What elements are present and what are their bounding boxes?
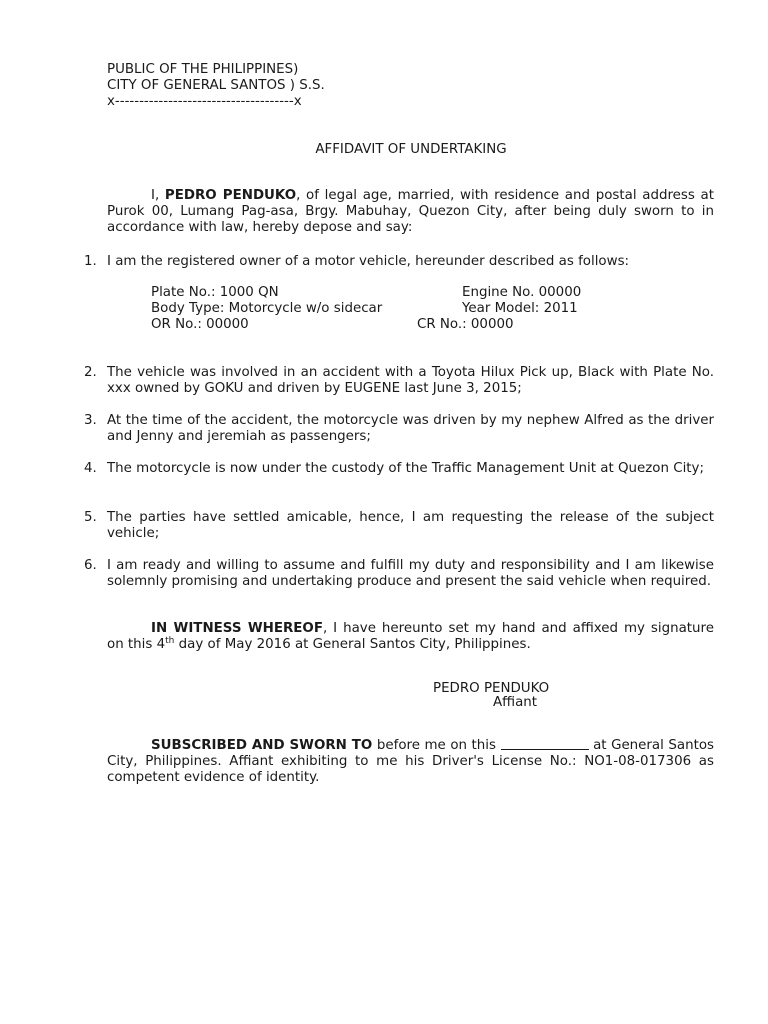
signatory-role: Affiant: [493, 695, 538, 710]
plate-number: Plate No.: 1000 QN: [151, 285, 279, 300]
witness-heading: IN WITNESS WHEREOF: [151, 621, 323, 636]
header-line-2: CITY OF GENERAL SANTOS ) S.S.: [107, 78, 325, 93]
jurat-heading: SUBSCRIBED AND SWORN TO: [151, 738, 373, 753]
signatory-name: PEDRO PENDUKO: [433, 681, 550, 696]
item-number: 5.: [84, 510, 97, 525]
cr-number: CR No.: 00000: [417, 317, 514, 332]
item-text: I am the registered owner of a motor vehicle, hereunder described as follows:: [107, 254, 630, 269]
intro-prefix: I,: [151, 188, 165, 203]
date-blank-line: [501, 738, 589, 750]
header-separator: x-------------------------------------x: [107, 94, 302, 109]
witness-text-end: day of May 2016 at General Santos City, Philippines.: [174, 637, 531, 652]
item-text: I am ready and willing to assume and fulfill my duty and responsibility and I am likewise solemnly promising and undertaking produce and present the said vehicle when required.: [107, 558, 714, 589]
item-text: At the time of the accident, the motorcycle was driven by my nephew Alfred as the driver and Jenny and jeremiah as passengers;: [107, 413, 714, 444]
header-line-1: PUBLIC OF THE PHILIPPINES): [107, 62, 299, 77]
item-number: 6.: [84, 558, 97, 573]
item-text: The parties have settled amicable, hence, I am requesting the release of the subject vehicle;: [107, 510, 714, 541]
item-number: 2.: [84, 365, 97, 380]
year-model: Year Model: 2011: [462, 301, 578, 316]
intro-paragraph: [107, 188, 714, 236]
jurat-text-end: at General Santos City, Philippines. Affiant exhibiting to me his Driver's License No.: NO1-08-017306 as competent evidence of identity.: [107, 738, 714, 785]
item-number: 3.: [84, 413, 97, 428]
body-type: Body Type: Motorcycle w/o sidecar: [151, 301, 383, 316]
item-number: 4.: [84, 461, 97, 476]
witness-text: , I have hereunto set my hand and affixed my signature on this 4: [107, 621, 714, 652]
or-number: OR No.: 00000: [151, 317, 249, 332]
document-title: AFFIDAVIT OF UNDERTAKING: [315, 142, 507, 157]
engine-number: Engine No. 00000: [462, 285, 582, 300]
item-text: The vehicle was involved in an accident with a Toyota Hilux Pick up, Black with Plate No. xxx owned by GOKU and driven by EUGENE last June 3, 2015;: [107, 365, 714, 396]
ordinal-suffix: th: [165, 636, 175, 646]
jurat-text: before me on this: [372, 738, 501, 753]
intro-text: , of legal age, married, with residence and postal address at Purok 00, Lumang Pag-asa, Brgy. Mabuhay, Quezon City, after being duly sworn to in accordance with law, hereby depose and say:: [107, 188, 714, 235]
affiant-name: PEDRO PENDUKO: [164, 188, 297, 203]
item-number: 1.: [84, 254, 97, 269]
jurat-paragraph: [107, 738, 714, 786]
witness-paragraph: [107, 621, 714, 653]
item-text: The motorcycle is now under the custody of the Traffic Management Unit at Quezon City;: [107, 461, 704, 476]
